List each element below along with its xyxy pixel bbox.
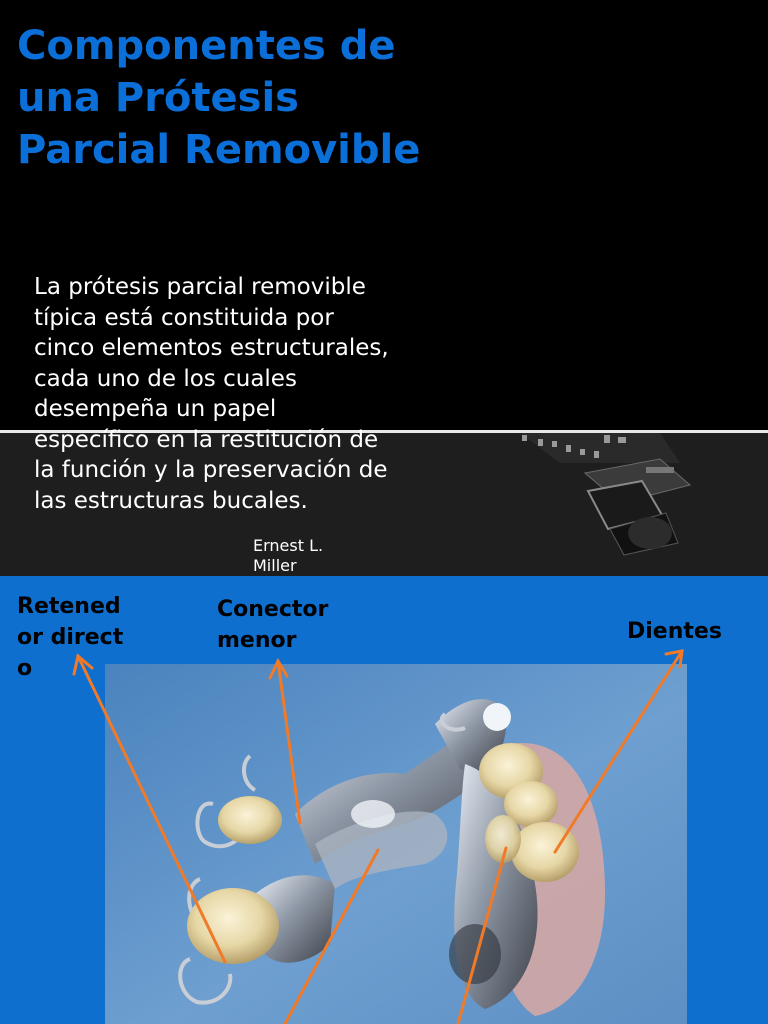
label-retenedor-directo: Retenedor directo — [17, 594, 124, 681]
denture-photo — [105, 664, 687, 1024]
label-conector-menor: Conector menor — [217, 597, 329, 653]
device-decoration-image — [500, 433, 740, 576]
slide-body-text: La prótesis parcial removible típica está constituida por cinco elementos estructurales, cada uno de los cuales desempeña un papel específico en la restitución de la función y la preservación de las estructuras bucales. — [34, 274, 389, 514]
author-credit: Ernest L. Miller — [253, 536, 324, 575]
slide-title: Componentes de una Prótesis Parcial Removible — [17, 23, 421, 173]
label-dientes: Dientes — [627, 619, 722, 644]
